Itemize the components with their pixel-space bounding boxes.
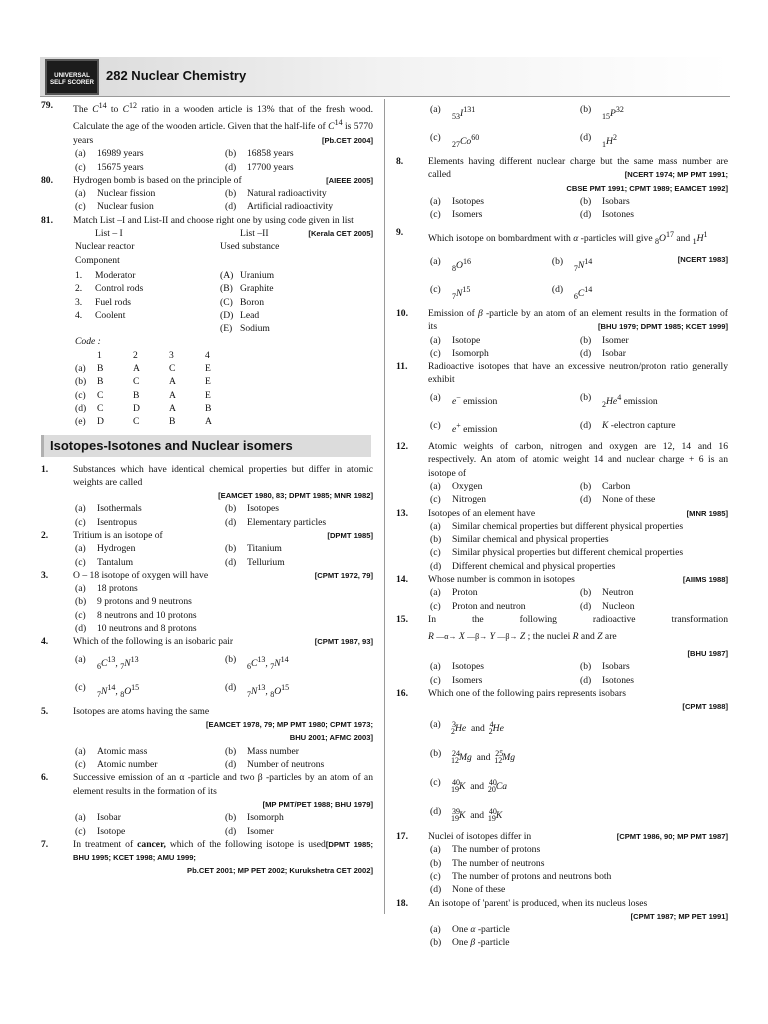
code-option-c[interactable]: (c) — [75, 389, 86, 401]
question-text: [AIIMS 1988] Whose number is common in isotopes — [428, 573, 728, 585]
list-2-column: Used substance — [220, 241, 280, 253]
question-reference: [DPMT 1985; BHU 1995; KCET 1998; AMU 1999; — [73, 839, 373, 863]
option-a[interactable]: (a) 16989 years — [75, 148, 144, 160]
options — [428, 251, 672, 307]
option-d[interactable]: (d) Isomer — [225, 825, 274, 837]
question-17 — [396, 830, 728, 896]
options — [73, 745, 373, 772]
option-a[interactable]: (a) One α -particle — [430, 924, 510, 936]
list-1-column: Nuclear reactor — [75, 241, 135, 253]
option-a[interactable]: (a) Isotopes — [430, 661, 484, 673]
option-a[interactable]: (a) Atomic mass — [75, 745, 148, 757]
question-text: Which one of the following pairs represents isobars — [428, 688, 626, 700]
option-a[interactable]: (a) The number of protons — [430, 844, 541, 856]
option-a[interactable]: (a) Oxygen — [430, 480, 483, 492]
question-81 — [41, 214, 373, 429]
question-10 — [396, 307, 728, 360]
question-number: 12. — [396, 441, 408, 453]
question-number: 14. — [396, 573, 408, 585]
question-reference: [CPMT 1986, 90; MP PMT 1987] — [616, 832, 728, 842]
option-c[interactable]: (c) Isotope — [75, 825, 126, 837]
left-column — [41, 99, 373, 878]
question-number: 15. — [396, 613, 408, 625]
question-7-options — [396, 99, 728, 155]
options — [73, 542, 373, 569]
option-d[interactable]: (d) Elementary particles — [225, 516, 327, 528]
question-number: 10. — [396, 307, 408, 319]
list-row: 4. Coolent — [75, 309, 126, 321]
option-d[interactable]: (d) $^{39}_{19}$K and $^{40}_{19}$K — [430, 805, 503, 824]
question-11 — [396, 360, 728, 440]
question-reference: [MP PMT/PET 1988; BHU 1979] — [262, 799, 373, 809]
options — [428, 387, 728, 440]
options — [428, 99, 728, 155]
list-2-heading: List –II — [240, 228, 269, 240]
question-text: Isotopes are atoms having the same — [73, 705, 210, 717]
option-b[interactable]: (b) Isotopes — [225, 503, 279, 515]
question-reference: [AIEEE 2005] — [326, 175, 373, 185]
option-a[interactable]: (a) Isobar — [75, 812, 121, 824]
option-c[interactable]: (c) Tantalum — [75, 556, 134, 568]
question-number: 1. — [41, 463, 49, 475]
question-text: [CPMT 1972, 79] O – 18 isotope of oxygen will have — [73, 569, 373, 581]
option-a[interactable]: (a) Hydrogen — [75, 543, 136, 555]
question-reference: [DPMT 1985] — [327, 530, 373, 540]
option-a[interactable]: (a) Isotope — [430, 334, 481, 346]
question-reference: [NCERT 1983] — [677, 254, 728, 264]
question-8 — [396, 155, 728, 221]
code-label: Code : — [75, 336, 101, 348]
list-1-heading: List – I — [95, 228, 123, 240]
question-7 — [41, 838, 373, 878]
option-b[interactable]: (b) Isobars — [580, 196, 630, 208]
question-text: [DPMT 1985] Tritium is an isotope of — [73, 529, 373, 541]
question-13 — [396, 507, 728, 573]
question-number: 16. — [396, 688, 408, 700]
question-79 — [41, 99, 373, 174]
option-c[interactable]: (c) The number of protons and neutrons both — [430, 870, 612, 882]
option-d[interactable]: (d) 10 neutrons and 8 protons — [75, 623, 197, 635]
option-d[interactable]: (d) Isotones — [580, 209, 634, 221]
option-b[interactable]: (b) Mass number — [225, 745, 299, 757]
question-number: 8. — [396, 156, 404, 168]
option-b[interactable]: (b) Isomorph — [225, 812, 284, 824]
options — [73, 187, 373, 214]
question-number: 13. — [396, 507, 408, 519]
question-reference: [CPMT 1987; MP PET 1991] — [630, 911, 728, 921]
option-b[interactable]: (b) One β -particle — [430, 937, 510, 949]
question-16 — [396, 687, 728, 830]
options — [428, 195, 728, 222]
question-number: 18. — [396, 897, 408, 909]
list-row: 3. Fuel rods — [75, 296, 131, 308]
option-b[interactable]: (b) Isobars — [580, 661, 630, 673]
option-d[interactable]: (d) Isotones — [580, 674, 634, 686]
option-d[interactable]: (d) $_7N^{13}$, $_8O^{15}$ — [225, 681, 290, 699]
option-b[interactable]: (b) $_2He^4$ emission — [580, 391, 658, 409]
question-14 — [396, 573, 728, 613]
option-d[interactable]: (d) Isobar — [580, 347, 626, 359]
question-reference: [CPMT 1988] — [682, 702, 728, 712]
question-text: In the following radioactive transformation — [428, 613, 728, 625]
question-number: 17. — [396, 831, 408, 843]
question-reference: CBSE PMT 1991; CPMT 1989; EAMCET 1992] — [566, 183, 728, 193]
option-d[interactable]: (d) Number of neutrons — [225, 759, 325, 771]
question-18 — [396, 897, 728, 950]
option-d[interactable]: (d) 17700 years — [225, 161, 294, 173]
question-reference: [BHU 1987] — [687, 649, 728, 659]
question-80 — [41, 174, 373, 214]
option-c[interactable]: (c) e+ emission — [430, 419, 498, 436]
option-a[interactable]: (a) $_6C^{13}$, $_7N^{13}$ — [75, 653, 139, 671]
question-text: [CPMT 1986, 90; MP PMT 1987] Nuclei of isotopes differ in — [428, 831, 728, 843]
publisher-badge — [45, 59, 99, 95]
option-a[interactable]: (a) Nuclear fission — [75, 188, 156, 200]
option-c[interactable]: (c) 8 neutrons and 10 protons — [75, 609, 197, 621]
option-a[interactable]: (a) $_8O^{16}$ — [430, 255, 471, 273]
option-a[interactable]: (a) Isothermals — [75, 503, 142, 515]
question-2 — [41, 529, 373, 569]
question-15 — [396, 613, 728, 687]
question-text: In treatment of cancer, which of the following isotope is used[DPMT 1985; BHU 1995; KCET 1998; AMU 1999; — [73, 838, 373, 863]
question-12 — [396, 440, 728, 506]
option-c[interactable]: (c) Isomers — [430, 209, 483, 221]
question-number: 3. — [41, 569, 49, 581]
options — [428, 520, 728, 573]
question-3 — [41, 569, 373, 635]
list-row: 1. Moderator — [75, 269, 136, 281]
options — [428, 660, 728, 687]
question-4 — [41, 635, 373, 704]
section-heading: Isotopes-Isotones and Nuclear isomers — [41, 435, 371, 457]
option-b[interactable]: (b) Isomer — [580, 334, 629, 346]
option-a[interactable]: (a) 18 protons — [75, 583, 138, 595]
option-c[interactable]: (c) $_{27}Co^{60}$ — [430, 132, 480, 150]
option-c[interactable]: (c) $_7N^{14}$, $_8O^{15}$ — [75, 681, 140, 699]
option-b[interactable]: (b) Neutron — [580, 587, 634, 599]
option-a[interactable]: (a) Isotopes — [430, 196, 484, 208]
question-9 — [396, 226, 728, 307]
option-c[interactable]: (c) 15675 years — [75, 161, 144, 173]
question-text: Elements having different nuclear charge but the same mass number are called [NCERT 1974; MP PMT 1991; — [428, 156, 728, 181]
option-d[interactable]: (d) Different chemical and physical properties — [430, 560, 616, 572]
question-text: [CPMT 1987, 93] Which of the following is an isobaric pair — [73, 636, 373, 648]
options — [428, 923, 728, 950]
list-row — [75, 322, 220, 335]
page-header — [40, 57, 730, 97]
option-c[interactable]: (c) Nuclear fusion — [75, 201, 154, 213]
code-option-a[interactable]: (a) — [75, 363, 86, 375]
option-c[interactable]: (c) Proton and neutron — [430, 600, 526, 612]
option-c[interactable]: (c) Atomic number — [75, 759, 158, 771]
question-number: 4. — [41, 636, 49, 648]
question-number: 6. — [41, 772, 49, 784]
question-reference: [Kerala CET 2005] — [308, 229, 373, 239]
question-text: Radioactive isotopes that have an excessive neutron/proton ratio generally exhibit — [428, 361, 728, 386]
option-c[interactable]: (c) $_7N^{15}$ — [430, 283, 471, 301]
question-reference: [Pb.CET 2004] — [321, 135, 373, 145]
match-list: List – I List –II Nuclear reactor Used substance Component 1. Moderator (A) Uranium 2. Control rods (B) Graphite 3. Fuel rods (C) Boron 4. Coolent (D) Lead (E) Sodium — [73, 227, 302, 335]
question-number: 2. — [41, 529, 49, 541]
question-text: Emission of β -particle by an atom of an element results in the formation of its [BHU 1979; DPMT 1985; KCET 1999] — [428, 307, 728, 333]
question-number: 80. — [41, 174, 53, 186]
question-reference: [BHU 1979; DPMT 1985; KCET 1999] — [598, 322, 728, 332]
option-a[interactable]: (a) e− emission — [430, 391, 498, 407]
option-d[interactable]: (d) None of these — [580, 494, 656, 506]
option-b[interactable]: (b) $_7N^{14}$ — [551, 255, 593, 273]
options — [428, 843, 728, 896]
options — [428, 714, 728, 830]
question-number: 9. — [396, 226, 404, 238]
option-c[interactable]: (c) Isomers — [430, 674, 483, 686]
question-1 — [41, 463, 373, 529]
options — [73, 811, 373, 838]
option-a[interactable]: (a) $_{53}I^{131}$ — [430, 104, 476, 122]
page-title: 282 Nuclear Chemistry — [106, 68, 247, 83]
question-number: 5. — [41, 705, 49, 717]
question-text: An isotope of 'parent' is produced, when its nucleus loses — [428, 897, 648, 909]
option-d[interactable]: (d) $_1H^2$ — [580, 132, 617, 150]
question-text: Match List –I and List-II and choose right one by using code given in list [Kerala CET 2005] — [73, 214, 373, 227]
list-row: 2. Control rods — [75, 283, 144, 295]
option-a[interactable]: (a) Similar chemical properties but different physical properties — [430, 520, 684, 532]
option-b[interactable]: (b) 16858 years — [225, 148, 294, 160]
option-b[interactable]: (b) $_{15}P^{32}$ — [580, 104, 624, 122]
option-b[interactable]: (b) 9 protons and 9 neutrons — [75, 596, 192, 608]
question-text: Substances which have identical chemical properties but differ in atomic weights are called — [73, 463, 373, 488]
options — [73, 147, 373, 174]
option-c[interactable]: (c) Nitrogen — [430, 494, 487, 506]
question-number: 79. — [41, 100, 53, 111]
question-reference: [MNR 1985] — [686, 508, 728, 518]
question-reference: [AIIMS 1988] — [682, 574, 728, 584]
options — [428, 334, 728, 361]
code-option-b[interactable]: (b) — [75, 376, 87, 388]
option-b[interactable]: (b) Natural radioactivity — [225, 188, 327, 200]
question-reference: [EAMCET 1980, 83; DPMT 1985; MNR 1982] — [218, 491, 373, 501]
option-c[interactable]: (c) Isomorph — [430, 347, 489, 359]
question-5 — [41, 705, 373, 771]
question-text: Successive emission of an α -particle and two β -particles by an atom of an element results in the formation of its — [73, 772, 373, 797]
option-d[interactable]: (d) None of these — [430, 884, 506, 896]
option-d[interactable]: (d) K -electron capture — [580, 419, 676, 431]
code-table: 1 2 3 4 (a) B A C E (b) B C A E (c) C B A E (d) C D A B (e) D C B A — [75, 349, 212, 428]
question-text: Atomic weights of carbon, nitrogen and oxygen are 12, 14 and 16 respectively. An atom of atomic weight 14 and nuclear charge + 6 is an isotope of — [428, 441, 728, 479]
question-reference: [NCERT 1974; MP PMT 1991; — [624, 170, 728, 180]
options — [73, 649, 373, 705]
options — [428, 480, 728, 507]
option-a[interactable]: (a) $^3_2$He and $^4_2$He — [430, 718, 504, 736]
question-reference: [EAMCET 1978, 79; MP PMT 1980; CPMT 1973; — [206, 720, 373, 730]
badge-line-1: UNIVERSAL — [54, 72, 90, 79]
badge-line-2: SELF SCORER — [49, 79, 94, 86]
option-b[interactable]: (b) The number of neutrons — [430, 857, 545, 869]
code-option-e[interactable]: (e) — [75, 416, 86, 428]
transformation-chain: R —α→ X —β→ Y —β→ Z ; the nuclei R and Z are — [428, 631, 617, 643]
option-d[interactable]: (d) Artificial radioactivity — [225, 201, 334, 213]
option-b[interactable]: (b) Carbon — [580, 480, 631, 492]
question-number: 81. — [41, 214, 53, 226]
list-1-column-b: Component — [75, 254, 120, 266]
question-number: 7. — [41, 838, 49, 850]
question-text: [MNR 1985] Isotopes of an element have — [428, 507, 728, 519]
question-text: [AIEEE 2005] Hydrogen bomb is based on the principle of — [73, 174, 373, 186]
column-divider — [384, 99, 385, 914]
option-b[interactable]: (b) $_6C^{13}$, $_7N^{14}$ — [225, 653, 289, 671]
question-reference: [CPMT 1987, 93] — [314, 637, 373, 647]
options — [73, 502, 373, 529]
option-b[interactable]: (b) $^{24}_{12}$Mg and $^{25}_{12}$Mg — [430, 747, 516, 765]
question-text: The $C^{14}$ to $C^{12}$ ratio in a wooden article is 13% that of the fresh wood. Calculate the age of the wooden article. Given that the half-life of $C^{14}$ is 5770 years [Pb.CET 2004] — [73, 101, 373, 146]
right-column — [396, 99, 728, 950]
question-reference: BHU 2001; AFMC 2003] — [289, 733, 373, 743]
option-b[interactable]: (b) Similar chemical and physical properties — [430, 534, 609, 546]
question-text: Which isotope on bombardment with α -particles will give $_8O^{17}$ and $_1H^1$ [NCERT 1983] — [428, 226, 728, 251]
question-number: 11. — [396, 361, 408, 373]
options — [428, 586, 728, 613]
code-option-d[interactable]: (d) — [75, 402, 87, 414]
option-d[interactable]: (d) Tellurium — [225, 556, 285, 568]
option-b[interactable]: (b) Titanium — [225, 543, 282, 555]
option-c[interactable]: (c) Similar physical properties but different chemical properties — [430, 547, 684, 559]
option-a[interactable]: (a) Proton — [430, 587, 478, 599]
question-6 — [41, 771, 373, 837]
option-d[interactable]: (d) Nucleon — [580, 600, 635, 612]
question-reference: [CPMT 1972, 79] — [314, 570, 373, 580]
options — [73, 582, 373, 635]
question-reference: Pb.CET 2001; MP PET 2002; Kurukshetra CET 2002] — [187, 866, 373, 876]
option-c[interactable]: (c) Isentropus — [75, 516, 137, 528]
option-c[interactable]: (c) $^{40}_{19}$K and $^{40}_{20}$Ca — [430, 776, 508, 794]
option-d[interactable]: (d) $_6C^{14}$ — [551, 283, 593, 301]
